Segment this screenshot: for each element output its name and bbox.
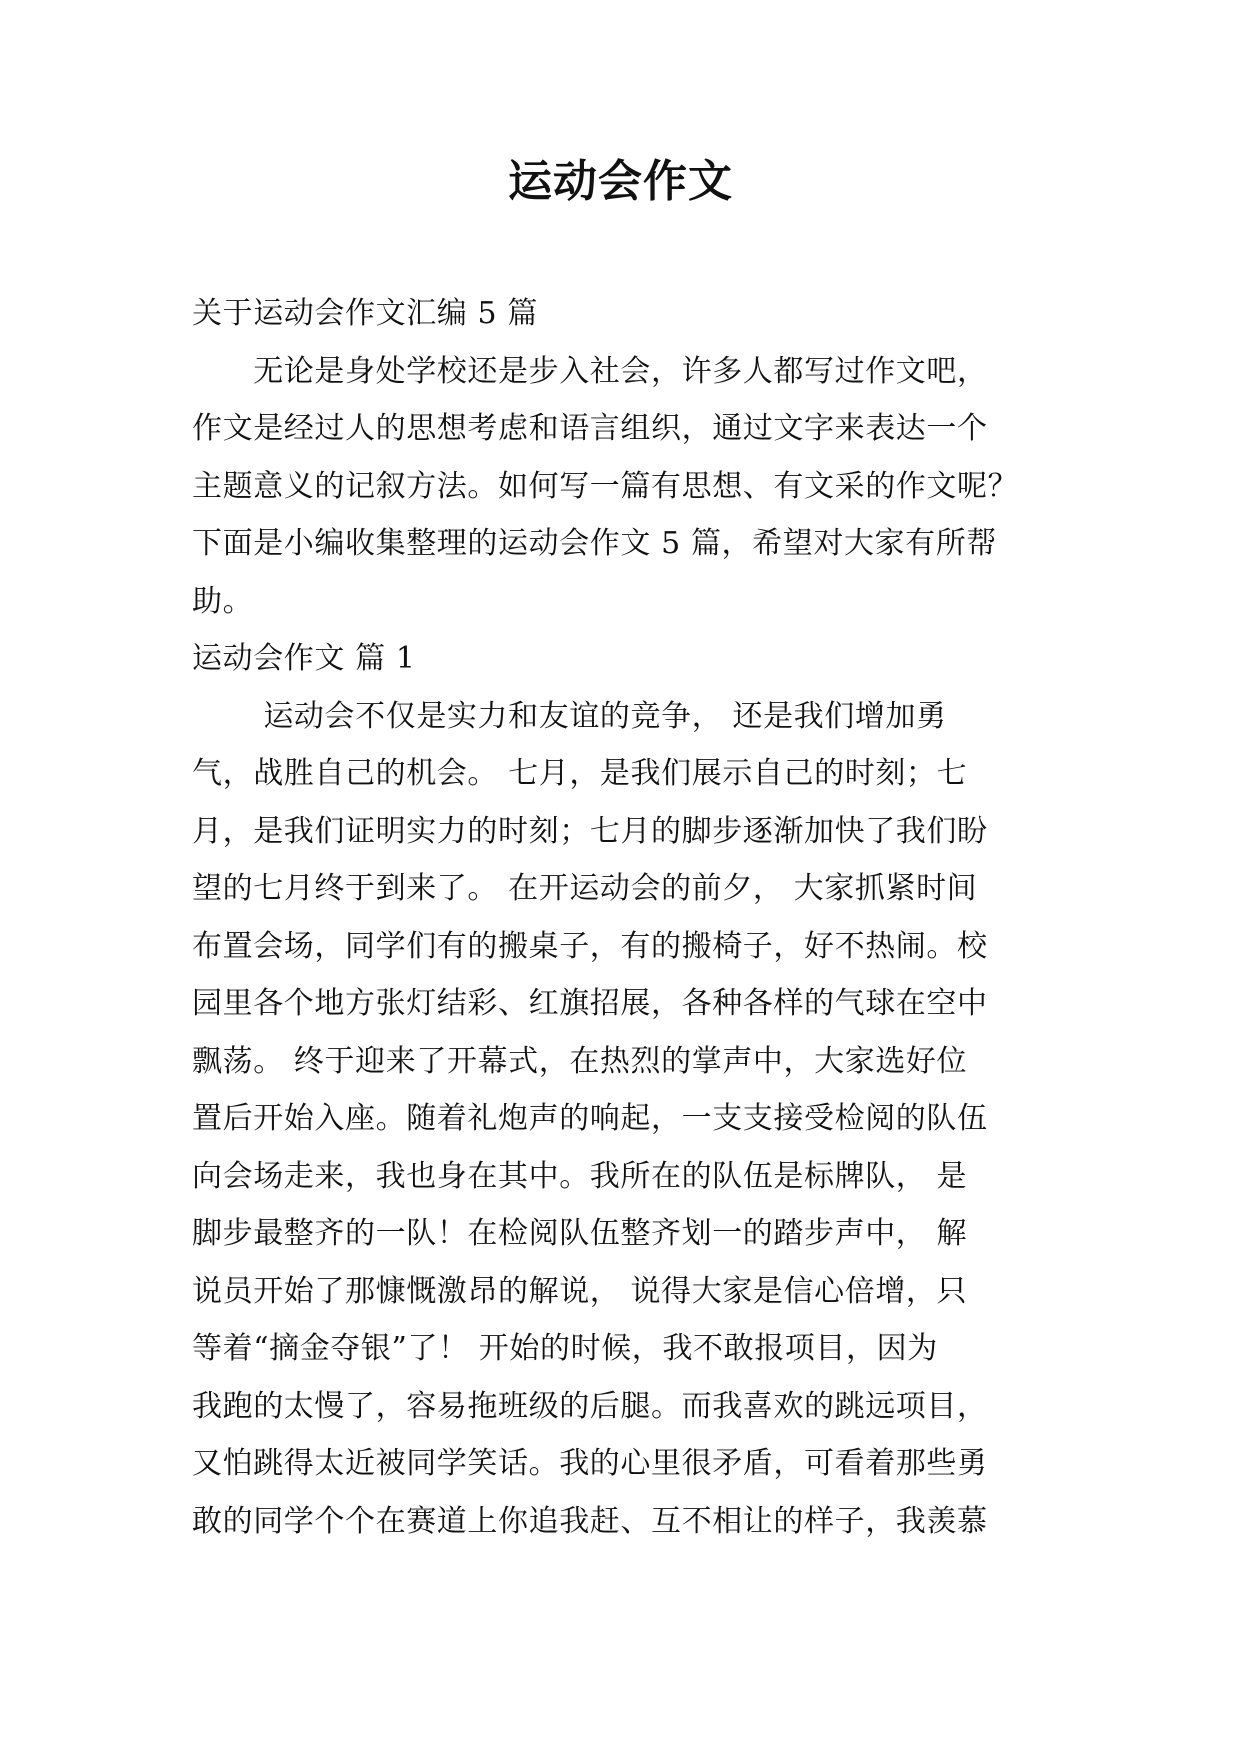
text-line: 置后开始入座。随着礼炮声的响起，一支支接受检阅的队伍 <box>192 1101 988 1136</box>
text-line: 又怕跳得太近被同学笑话。我的心里很矛盾，可看着那些勇 <box>192 1446 988 1481</box>
text-line: 布置会场，同学们有的搬桌子，有的搬椅子，好不热闹。校 <box>192 928 988 964</box>
text-line: 望的七月终于到来了。 在开运动会的前夕， 大家抓紧时间 <box>192 871 978 906</box>
text-line: 无论是身处学校还是步入社会，许多人都写过作文吧， <box>192 353 988 389</box>
text-line: 园里各个地方张灯结彩、红旗招展，各种各样的气球在空中 <box>192 986 988 1021</box>
text-line: 运动会作文 篇 1 <box>192 641 416 676</box>
text-line: 飘荡。 终于迎来了开幕式，在热烈的掌声中，大家选好位 <box>192 1043 968 1079</box>
text-line: 主题意义的记叙方法。如何写一篇有思想、有文采的作文呢？ <box>192 468 1019 504</box>
text-line: 脚步最整齐的一队！在检阅队伍整齐划一的踏步声中， 解 <box>192 1216 968 1251</box>
text-line: 下面是小编收集整理的运动会作文 5 篇，希望对大家有所帮 <box>192 526 997 561</box>
text-line: 助。 <box>192 583 254 619</box>
text-line: 向会场走来，我也身在其中。我所在的队伍是标牌队， 是 <box>192 1158 968 1194</box>
text-line: 敢的同学个个在赛道上你追我赶、互不相让的样子，我羡慕 <box>192 1503 988 1539</box>
page-title: 运动会作文 <box>508 156 733 207</box>
text-line: 运动会不仅是实力和友谊的竞争， 还是我们增加勇 <box>192 698 947 734</box>
text-line: 等着“摘金夺银”了！ 开始的时候，我不敢报项目，因为 <box>192 1331 938 1366</box>
text-line: 月，是我们证明实力的时刻；七月的脚步逐渐加快了我们盼 <box>192 813 988 849</box>
text-line: 关于运动会作文汇编 5 篇 <box>192 296 538 331</box>
text-line: 说员开始了那慷慨激昂的解说， 说得大家是信心倍增，只 <box>192 1273 968 1309</box>
text-line: 作文是经过人的思想考虑和语言组织，通过文字来表达一个 <box>192 411 988 446</box>
text-line: 我跑的太慢了，容易拖班级的后腿。而我喜欢的跳远项目， <box>192 1388 988 1424</box>
document-body <box>192 285 1062 1550</box>
text-line: 气，战胜自己的机会。 七月，是我们展示自己的时刻；七 <box>192 756 968 791</box>
